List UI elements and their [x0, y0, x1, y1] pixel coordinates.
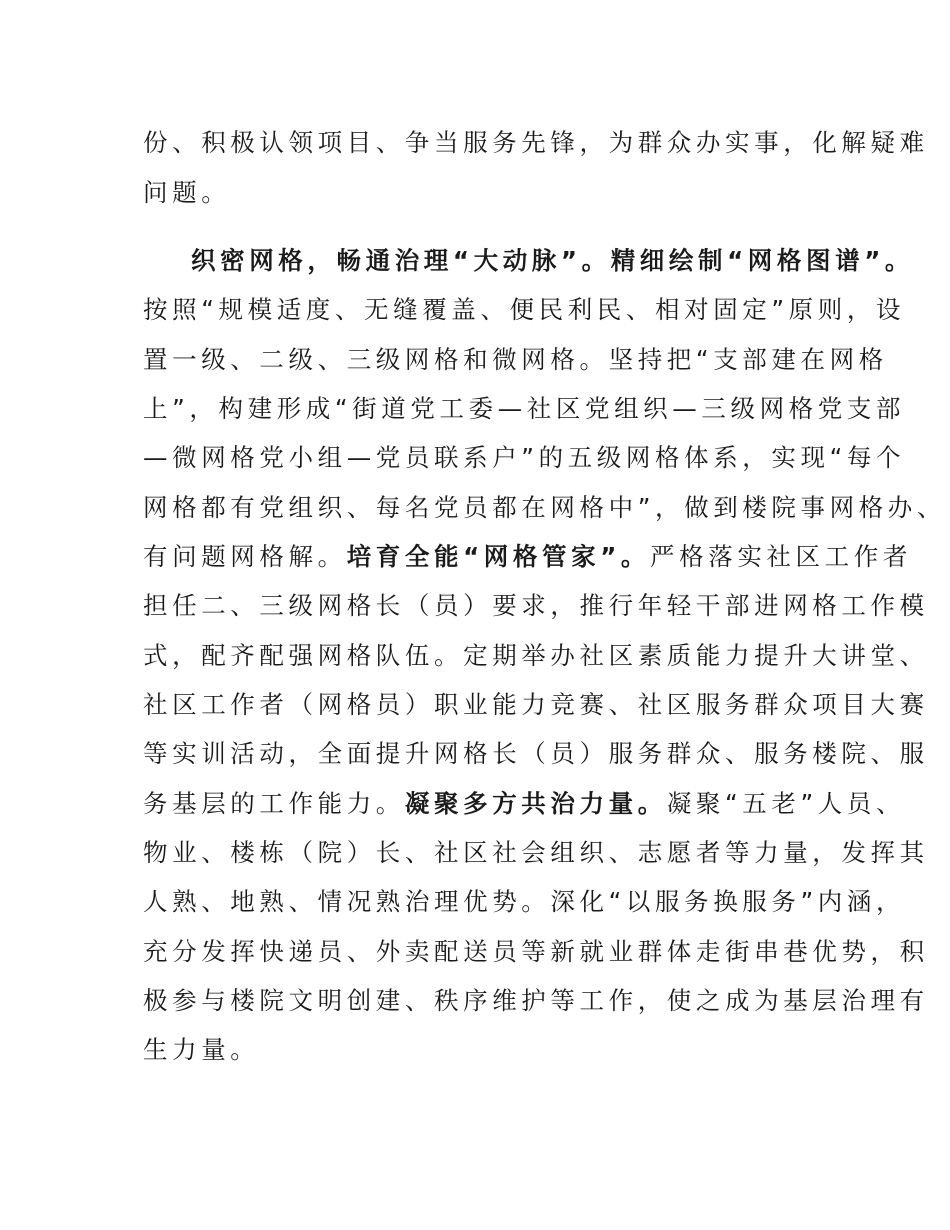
paragraph-2-line-5: —微网格党小组—党员联系户”的五级网格体系，实现“每个 — [143, 443, 906, 472]
paragraph-2-line-15: 充分发挥快递员、外卖配送员等新就业群体走街串巷优势，积 — [143, 937, 929, 966]
paragraph-2-line-13: 物业、楼栋（院）长、社区社会组织、志愿者等力量，发挥其 — [143, 838, 929, 867]
paragraph-2-line-17: 生力量。 — [143, 1035, 260, 1064]
paragraph-2-line-11: 等实训活动，全面提升网格长（员）服务群众、服务楼院、服 — [143, 739, 929, 768]
paragraph-2-line-1 — [191, 246, 914, 276]
subheading-co-governance: 凝聚多方共治力量。 — [404, 789, 667, 818]
section-heading: 织密网格，畅通治理“大动脉”。 — [191, 246, 611, 275]
paragraph-1-line-1: 份、积极认领项目、争当服务先锋，为群众办实事，化解疑难 — [143, 128, 929, 157]
subheading-grid-steward: 培育全能“网格管家”。 — [346, 542, 651, 571]
paragraph-2-line-10: 社区工作者（网格员）职业能力竞赛、社区服务群众项目大赛 — [143, 690, 929, 719]
line-7-text-a: 有问题网格解。 — [143, 542, 347, 571]
paragraph-2-line-3: 置一级、二级、三级网格和微网格。坚持把“支部建在网格 — [143, 345, 888, 374]
line-12-text-a: 务基层的工作能力。 — [143, 789, 405, 818]
line-12-text-b: 凝聚“五老”人员、 — [666, 789, 906, 818]
paragraph-2-line-12 — [143, 789, 905, 819]
line-7-text-b: 严格落实社区工作者 — [650, 542, 912, 571]
paragraph-2-line-14: 人熟、地熟、情况熟治理优势。深化“以服务换服务”内涵， — [143, 887, 906, 916]
paragraph-2-line-4: 上”，构建形成“街道党工委—社区党组织—三级网格党支部 — [143, 394, 906, 423]
paragraph-2-line-8: 担任二、三级网格长（员）要求，推行年轻干部进网格工作模 — [143, 591, 929, 620]
paragraph-2-line-16: 极参与楼院文明创建、秩序维护等工作，使之成为基层治理有 — [143, 986, 929, 1015]
paragraph-2-line-2: 按照“规模适度、无缝覆盖、便民利民、相对固定”原则，设 — [143, 295, 906, 324]
paragraph-2-line-6: 网格都有党组织、每名党员都在网格中”，做到楼院事网格办、 — [143, 493, 946, 522]
paragraph-2-line-7 — [143, 542, 912, 572]
paragraph-1-line-2: 问题。 — [143, 178, 231, 207]
subheading-grid-map: 精细绘制“网格图谱”。 — [610, 246, 915, 275]
paragraph-2-line-9: 式，配齐配强网格队伍。定期举办社区素质能力提升大讲堂、 — [143, 641, 929, 670]
